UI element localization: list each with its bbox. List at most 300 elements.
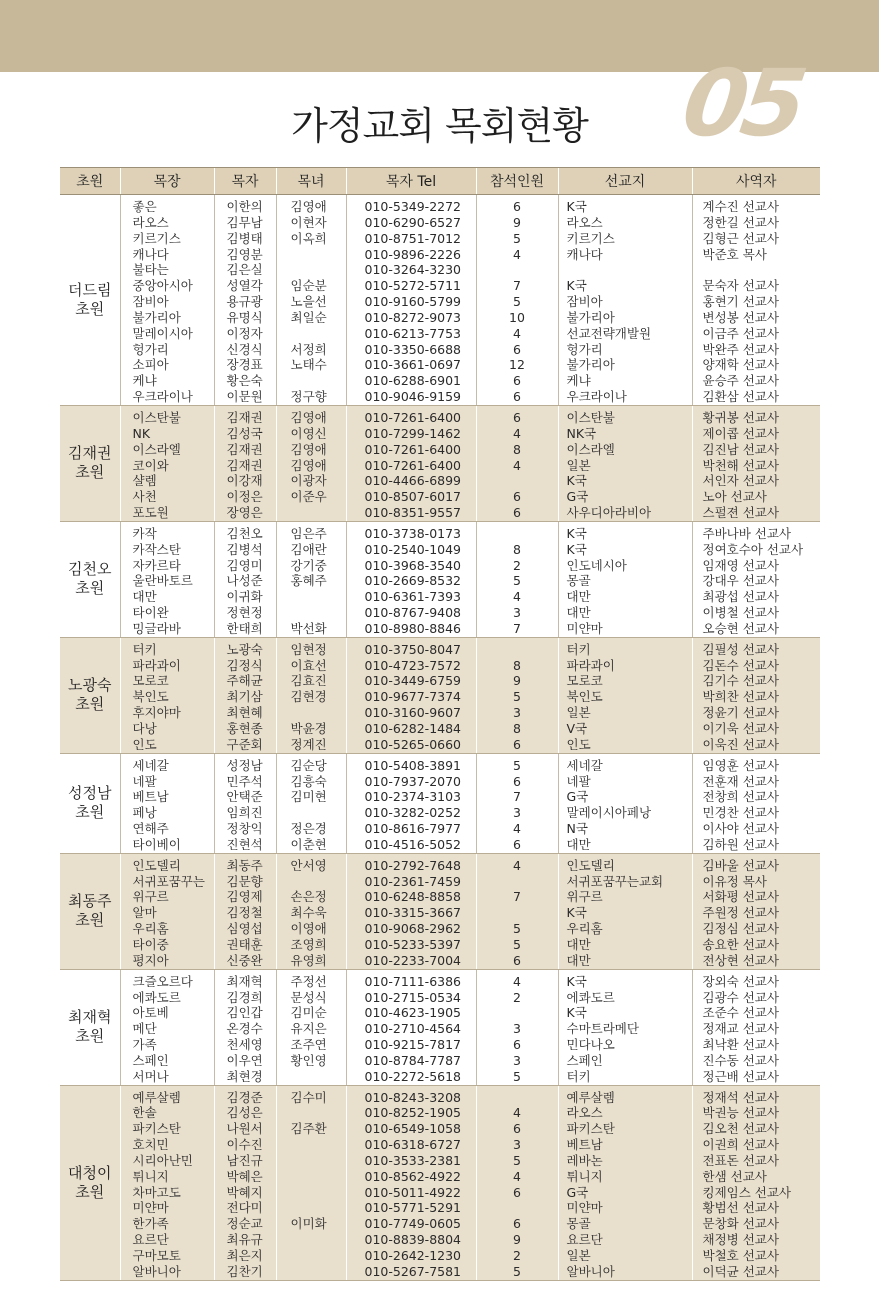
cell-moknyeo: 이영신	[290, 425, 327, 441]
cell-mokjang: 예루살렘	[132, 1089, 181, 1105]
cell-missionary: 김필성 선교사	[702, 641, 779, 657]
cell-mission-field: 헝가리	[566, 341, 603, 357]
cell-mission-field: G국	[566, 789, 589, 805]
cell-mokjang: 타이완	[132, 605, 169, 621]
cell-mokjang: 구마모토	[132, 1248, 181, 1263]
cell-mission-field: 민다나오	[566, 1037, 615, 1053]
cell-attendance: 9	[513, 1232, 521, 1248]
column-mokjang	[120, 195, 214, 406]
cell-tel: 010-8980-8846	[364, 620, 462, 636]
column-mokjang	[120, 521, 214, 637]
cell-missionary: 주바나바 선교사	[702, 525, 791, 541]
column-tel	[346, 637, 476, 753]
cell-mokjang: 한가족	[132, 1216, 169, 1232]
column-mokja	[214, 521, 276, 637]
cell-missionary: 이금주 선교사	[702, 325, 779, 341]
cell-tel: 010-3968-3540	[364, 557, 462, 573]
cell-mokja: 나원서	[226, 1121, 263, 1137]
cell-tel: 010-3533-2381	[364, 1152, 462, 1168]
cell-tel: 010-5233-5397	[364, 936, 462, 952]
cell-moknyeo	[291, 1264, 346, 1280]
cell-mokja: 최기삼	[226, 689, 263, 705]
cell-moknyeo	[291, 505, 346, 521]
cell-attendance: 3	[513, 1052, 521, 1068]
column-tel	[346, 853, 476, 969]
cell-missionary: 이욱진 선교사	[702, 736, 779, 752]
cell-tel: 010-3661-0697	[364, 357, 462, 373]
cell-mission-field: 우리홈	[566, 921, 603, 937]
cell-tel: 010-9068-2962	[364, 921, 462, 937]
cell-mokjang: 미얀마	[132, 1200, 169, 1216]
cell-attendance: 5	[513, 1068, 521, 1084]
cell-mokja: 안택준	[226, 789, 263, 805]
cell-missionary: 노아 선교사	[702, 489, 767, 505]
cell-mokja: 이강재	[226, 473, 263, 489]
chowon-name	[60, 195, 120, 406]
cell-mokjang: 파키스탄	[132, 1121, 181, 1137]
cell-missionary: 채정병 선교사	[702, 1232, 779, 1248]
cell-missionary: 박철호 선교사	[702, 1248, 779, 1263]
cell-mokjang: 케냐	[132, 373, 157, 389]
cell-attendance: 6	[513, 199, 521, 214]
cell-mission-field: V국	[566, 721, 588, 736]
cell-moknyeo: 이현자	[290, 214, 327, 230]
cell-moknyeo: 임은주	[290, 525, 327, 541]
cell-mission-field: 불가리아	[566, 309, 615, 325]
cell-moknyeo: 이옥희	[290, 230, 327, 246]
cell-moknyeo: 임현정	[290, 641, 327, 657]
cell-mokja: 김재권	[226, 457, 263, 473]
cell-mission-field: 레바논	[566, 1152, 603, 1168]
column-mokja	[214, 1085, 276, 1280]
cell-mokjang: NK	[132, 425, 151, 441]
chowon-group	[60, 405, 820, 521]
cell-mokja: 노광숙	[226, 641, 263, 657]
cell-mokjang: 세네갈	[132, 757, 169, 773]
cell-mokjang: 알마	[132, 905, 157, 921]
column-missionary	[692, 405, 820, 521]
cell-tel: 010-6288-6901	[364, 373, 462, 389]
cell-mokja: 이정은	[226, 489, 263, 505]
cell-mokja: 임희진	[226, 805, 263, 821]
cell-mission-field: 사우디아라비아	[566, 505, 652, 521]
cell-tel: 010-6361-7393	[364, 589, 462, 605]
cell-tel: 010-4723-7572	[364, 657, 462, 673]
cell-moknyeo	[291, 373, 346, 389]
cell-attendance: 6	[513, 1121, 521, 1137]
cell-mission-field: 미얀마	[566, 620, 603, 636]
cell-missionary: 김오천 선교사	[702, 1121, 779, 1137]
cell-mokjang: 사천	[132, 489, 157, 505]
cell-mission-field: 이스탄불	[566, 409, 615, 425]
cell-attendance	[477, 1200, 558, 1216]
cell-missionary: 정재석 선교사	[702, 1089, 779, 1105]
cell-missionary: 제이콥 선교사	[702, 425, 779, 441]
column-mission-field	[558, 969, 692, 1085]
cell-missionary: 정재교 선교사	[702, 1021, 779, 1037]
cell-mokjang: 카작스탄	[132, 541, 181, 557]
cell-attendance: 4	[513, 821, 521, 837]
cell-mokjang: 카작	[132, 525, 157, 541]
chowon-name-line: 초원	[75, 1182, 105, 1201]
chowon-name-line: 대청이	[68, 1163, 112, 1182]
cell-attendance: 5	[513, 1263, 521, 1279]
cell-mokjang: 타이중	[132, 936, 169, 952]
cell-moknyeo: 정구향	[290, 389, 327, 405]
cell-mokja: 이수진	[226, 1137, 263, 1153]
cell-mokjang: 위구르	[132, 889, 169, 905]
cell-mokja: 이정자	[226, 325, 263, 341]
cell-attendance: 7	[513, 278, 521, 294]
cell-attendance: 6	[513, 505, 521, 521]
cell-attendance	[477, 1005, 558, 1021]
cell-attendance: 4	[513, 973, 521, 989]
column-tel	[346, 1085, 476, 1280]
cell-mokja: 심영섭	[226, 921, 263, 937]
cell-mission-field: 대만	[566, 936, 591, 952]
cell-attendance: 7	[513, 620, 521, 636]
cell-mokja: 김찬기	[226, 1263, 263, 1279]
cell-mokjang: 튀니지	[132, 1168, 169, 1184]
cell-moknyeo: 박선화	[290, 620, 327, 636]
cell-mokjang: 이스라엘	[132, 441, 181, 457]
cell-mission-field: 대만	[566, 836, 591, 852]
cell-attendance: 6	[513, 409, 521, 425]
header-mokjang: 목장	[120, 168, 214, 195]
cell-mokjang: 중앙아시아	[132, 278, 193, 294]
cell-attendance: 8	[513, 721, 521, 736]
cell-tel: 010-6213-7753	[364, 325, 462, 341]
cell-mokjang: 키르기스	[132, 230, 181, 246]
cell-mission-field: 모로코	[566, 673, 603, 689]
cell-attendance	[477, 1090, 558, 1106]
cell-missionary: 박천해 선교사	[702, 457, 779, 473]
cell-mokja: 김재권	[226, 441, 263, 457]
cell-mission-field: K국	[566, 199, 587, 214]
cell-tel: 010-9215-7817	[364, 1037, 462, 1053]
cell-missionary: 이기욱 선교사	[702, 721, 779, 736]
cell-missionary: 김형근 선교사	[702, 230, 779, 246]
cell-mokjang: 울란바토르	[132, 573, 193, 589]
cell-mokjang: 대만	[132, 589, 157, 605]
cell-attendance: 4	[513, 457, 521, 473]
cell-mokja: 온경수	[226, 1021, 263, 1037]
cell-mokja: 최재혁	[226, 973, 263, 989]
cell-attendance: 3	[513, 1021, 521, 1037]
cell-mokjang: 소피아	[132, 357, 169, 373]
cell-attendance: 6	[513, 1184, 521, 1200]
chowon-name-line: 최재혁	[68, 1008, 112, 1027]
chowon-group	[60, 853, 820, 969]
cell-moknyeo: 노을선	[290, 294, 327, 310]
cell-moknyeo: 유지은	[290, 1021, 327, 1037]
cell-mokja: 김경준	[226, 1089, 263, 1105]
cell-attendance: 5	[513, 573, 521, 589]
chowon-name	[60, 405, 120, 521]
cell-moknyeo: 김영애	[290, 409, 327, 425]
cell-mokjang: 타이베이	[132, 836, 181, 852]
cell-attendance: 5	[513, 1152, 521, 1168]
column-mission-field	[558, 853, 692, 969]
column-mokja	[214, 637, 276, 753]
column-mokjang	[120, 637, 214, 753]
chowon-name-line: 초원	[75, 579, 105, 598]
cell-mission-field: 터키	[566, 1068, 591, 1084]
cell-attendance: 6	[513, 736, 521, 752]
chowon-name	[60, 753, 120, 853]
column-mokja	[214, 195, 276, 406]
cell-mokjang: 에콰도르	[132, 989, 181, 1005]
cell-mokjang: 코이와	[132, 457, 169, 473]
cell-attendance: 3	[513, 805, 521, 821]
cell-moknyeo: 주정선	[290, 973, 327, 989]
cell-mokjang: 캐나다	[132, 246, 169, 262]
column-tel	[346, 195, 476, 406]
cell-attendance: 9	[513, 214, 521, 230]
cell-mission-field: 서귀포꿈꾸는교회	[566, 873, 664, 889]
cell-tel: 010-5408-3891	[364, 757, 462, 773]
cell-missionary: 김바울 선교사	[702, 857, 779, 873]
cell-mokjang: 불타는	[132, 262, 169, 278]
cell-moknyeo: 김미현	[290, 789, 327, 805]
cell-missionary: 장외숙 선교사	[702, 973, 779, 989]
cell-mokja: 김정식	[226, 657, 263, 673]
cell-attendance: 10	[509, 309, 525, 325]
cell-missionary: 김환삼 선교사	[702, 389, 779, 405]
cell-missionary: 한샘 선교사	[702, 1168, 767, 1184]
cell-mission-field	[567, 262, 692, 278]
cell-attendance	[477, 642, 558, 658]
column-mission-field	[558, 405, 692, 521]
column-missionary	[692, 195, 820, 406]
cell-attendance: 6	[513, 773, 521, 789]
cell-moknyeo	[291, 1185, 346, 1201]
cell-attendance: 6	[513, 341, 521, 357]
cell-tel: 010-2792-7648	[364, 857, 462, 873]
cell-moknyeo: 문성식	[290, 989, 327, 1005]
chowon-name-line: 초원	[75, 803, 105, 822]
cell-mokjang: 터키	[132, 641, 157, 657]
cell-tel: 010-9046-9159	[364, 389, 462, 405]
cell-mokja: 이우연	[226, 1052, 263, 1068]
cell-attendance: 6	[513, 389, 521, 405]
page-title: 가정교회 목회현황	[291, 104, 588, 148]
header-tel: 목자 Tel	[346, 168, 476, 195]
cell-mission-field: 일본	[566, 1248, 591, 1263]
column-mokja	[214, 853, 276, 969]
cell-mission-field: 캐나다	[566, 246, 603, 262]
cell-moknyeo	[291, 874, 346, 890]
header-attendance: 참석인원	[476, 168, 558, 195]
cell-mokja: 김병석	[226, 541, 263, 557]
cell-tel: 010-5272-5711	[364, 278, 462, 294]
cell-tel: 010-8839-8804	[364, 1232, 462, 1248]
cell-missionary: 변성봉 선교사	[702, 309, 779, 325]
cell-missionary: 킹제임스 선교사	[702, 1184, 791, 1200]
cell-tel: 010-5267-7581	[364, 1263, 462, 1279]
cell-mission-field: 인도델리	[566, 857, 615, 873]
cell-attendance: 3	[513, 605, 521, 621]
cell-moknyeo: 김순당	[290, 757, 327, 773]
cell-mokjang: 밍글라바	[132, 620, 181, 636]
cell-mokjang: 북인도	[132, 689, 169, 705]
cell-mokja: 황은숙	[226, 373, 263, 389]
column-tel	[346, 753, 476, 853]
cell-attendance: 8	[513, 657, 521, 673]
cell-mokjang: 다낭	[132, 721, 157, 736]
cell-missionary: 계수진 선교사	[702, 199, 779, 214]
cell-mokja: 전다미	[226, 1200, 263, 1216]
column-mokjang	[120, 753, 214, 853]
chowon-name-line: 초원	[75, 463, 105, 482]
column-attendance	[476, 853, 558, 969]
cell-attendance: 9	[513, 673, 521, 689]
cell-tel: 010-7937-2070	[364, 773, 462, 789]
cell-missionary: 임재영 선교사	[702, 557, 779, 573]
cell-mission-field: 수마트라메단	[566, 1021, 639, 1037]
cell-mokjang: 헝가리	[132, 341, 169, 357]
cell-moknyeo: 조주연	[290, 1037, 327, 1053]
chowon-group	[60, 753, 820, 853]
cell-moknyeo: 이미화	[290, 1216, 327, 1232]
cell-mokja: 박혜은	[226, 1168, 263, 1184]
cell-missionary: 송요한 선교사	[702, 936, 779, 952]
cell-moknyeo	[291, 1137, 346, 1153]
chowon-name-line: 노광숙	[68, 676, 112, 695]
cell-mokja: 진현석	[226, 836, 263, 852]
cell-missionary: 황범선 선교사	[702, 1200, 779, 1216]
cell-mokja: 나성준	[226, 573, 263, 589]
cell-mission-field: G국	[566, 1184, 589, 1200]
cell-attendance: 3	[513, 705, 521, 721]
column-mission-field	[558, 637, 692, 753]
cell-tel: 010-6248-8858	[364, 889, 462, 905]
cell-mission-field: 터키	[566, 641, 591, 657]
cell-mission-field: 스페인	[566, 1052, 603, 1068]
column-missionary	[692, 637, 820, 753]
cell-missionary: 김광수 선교사	[702, 989, 779, 1005]
column-tel	[346, 521, 476, 637]
cell-moknyeo: 정계진	[290, 736, 327, 752]
table-header-row	[60, 168, 820, 195]
cell-moknyeo: 황인영	[290, 1052, 327, 1068]
cell-mission-field: 몽골	[566, 1216, 591, 1232]
chowon-name-line: 김재권	[68, 444, 112, 463]
cell-moknyeo: 손은정	[290, 889, 327, 905]
cell-attendance	[477, 874, 558, 890]
cell-mokjang: 차마고도	[132, 1184, 181, 1200]
cell-mokja: 성열각	[226, 278, 263, 294]
cell-moknyeo	[291, 1248, 346, 1264]
cell-tel: 010-8507-6017	[364, 489, 462, 505]
chowon-name	[60, 637, 120, 753]
cell-moknyeo: 김효진	[290, 673, 327, 689]
cell-moknyeo	[291, 1069, 346, 1085]
cell-moknyeo	[291, 1232, 346, 1248]
cell-missionary: 황귀봉 선교사	[702, 409, 779, 425]
cell-attendance: 5	[513, 936, 521, 952]
cell-attendance: 3	[513, 1137, 521, 1153]
cell-moknyeo: 김영애	[290, 441, 327, 457]
cell-mokja: 이귀화	[226, 589, 263, 605]
cell-missionary	[703, 262, 821, 278]
column-missionary	[692, 1085, 820, 1280]
cell-mission-field: K국	[566, 973, 587, 989]
cell-moknyeo	[291, 262, 346, 278]
cell-attendance: 5	[513, 689, 521, 705]
cell-moknyeo: 김영애	[290, 199, 327, 214]
cell-mission-field: 에콰도르	[566, 989, 615, 1005]
cell-missionary: 서화평 선교사	[702, 889, 779, 905]
cell-tel: 010-8252-1905	[364, 1105, 462, 1121]
column-mokja	[214, 753, 276, 853]
cell-moknyeo: 이영애	[290, 921, 327, 937]
cell-missionary: 정한길 선교사	[702, 214, 779, 230]
cell-mission-field: 일본	[566, 705, 591, 721]
cell-mission-field: 우크라이나	[566, 389, 627, 405]
cell-moknyeo	[291, 1200, 346, 1216]
column-attendance	[476, 753, 558, 853]
cell-mokja: 신중완	[226, 952, 263, 968]
cell-mokja: 박혜지	[226, 1184, 263, 1200]
cell-mokja: 민주석	[226, 773, 263, 789]
cell-mission-field: G국	[566, 489, 589, 505]
cell-mokjang: 후지야마	[132, 705, 181, 721]
cell-attendance: 12	[509, 357, 525, 373]
cell-mokjang: 잠비아	[132, 294, 169, 310]
cell-mokjang: 자카르타	[132, 557, 181, 573]
cell-mokja: 김문향	[226, 873, 263, 889]
cell-mokjang: 인도델리	[132, 857, 181, 873]
cell-mokjang: 샬렘	[132, 473, 157, 489]
cell-mokjang: 호치민	[132, 1137, 169, 1153]
header-mokja: 목자	[214, 168, 276, 195]
cell-attendance: 5	[513, 757, 521, 773]
cell-tel: 010-3449-6759	[364, 673, 462, 689]
cell-mission-field: K국	[566, 905, 587, 921]
cell-tel: 010-8272-9073	[364, 309, 462, 325]
cell-missionary: 강대우 선교사	[702, 573, 779, 589]
cell-tel: 010-2540-1049	[364, 541, 462, 557]
cell-mokja: 최현혜	[226, 705, 263, 721]
cell-moknyeo: 김주환	[290, 1121, 327, 1137]
cell-mission-field: 인도네시아	[566, 557, 627, 573]
cell-tel: 010-3264-3230	[364, 262, 462, 278]
house-church-table	[60, 167, 820, 1281]
cell-missionary: 박희찬 선교사	[702, 689, 779, 705]
cell-mokjang: 아토베	[132, 1005, 169, 1021]
cell-tel: 010-2233-7004	[364, 952, 462, 968]
cell-tel: 010-7299-1462	[364, 425, 462, 441]
cell-moknyeo	[291, 589, 346, 605]
cell-tel: 010-4466-6899	[364, 473, 462, 489]
cell-attendance	[477, 905, 558, 921]
cell-mokja: 정현정	[226, 605, 263, 621]
header-moknyeo: 목녀	[276, 168, 346, 195]
column-mokja	[214, 969, 276, 1085]
cell-attendance: 2	[513, 1248, 521, 1263]
cell-moknyeo: 김미순	[290, 1005, 327, 1021]
cell-tel: 010-8562-4922	[364, 1168, 462, 1184]
cell-mission-field: N국	[566, 821, 588, 837]
column-attendance	[476, 1085, 558, 1280]
cell-mokja: 신경식	[226, 341, 263, 357]
cell-tel: 010-8767-9408	[364, 605, 462, 621]
column-missionary	[692, 521, 820, 637]
cell-mokjang: 네팔	[132, 773, 157, 789]
chowon-name	[60, 853, 120, 969]
cell-mission-field: K국	[566, 1005, 587, 1021]
